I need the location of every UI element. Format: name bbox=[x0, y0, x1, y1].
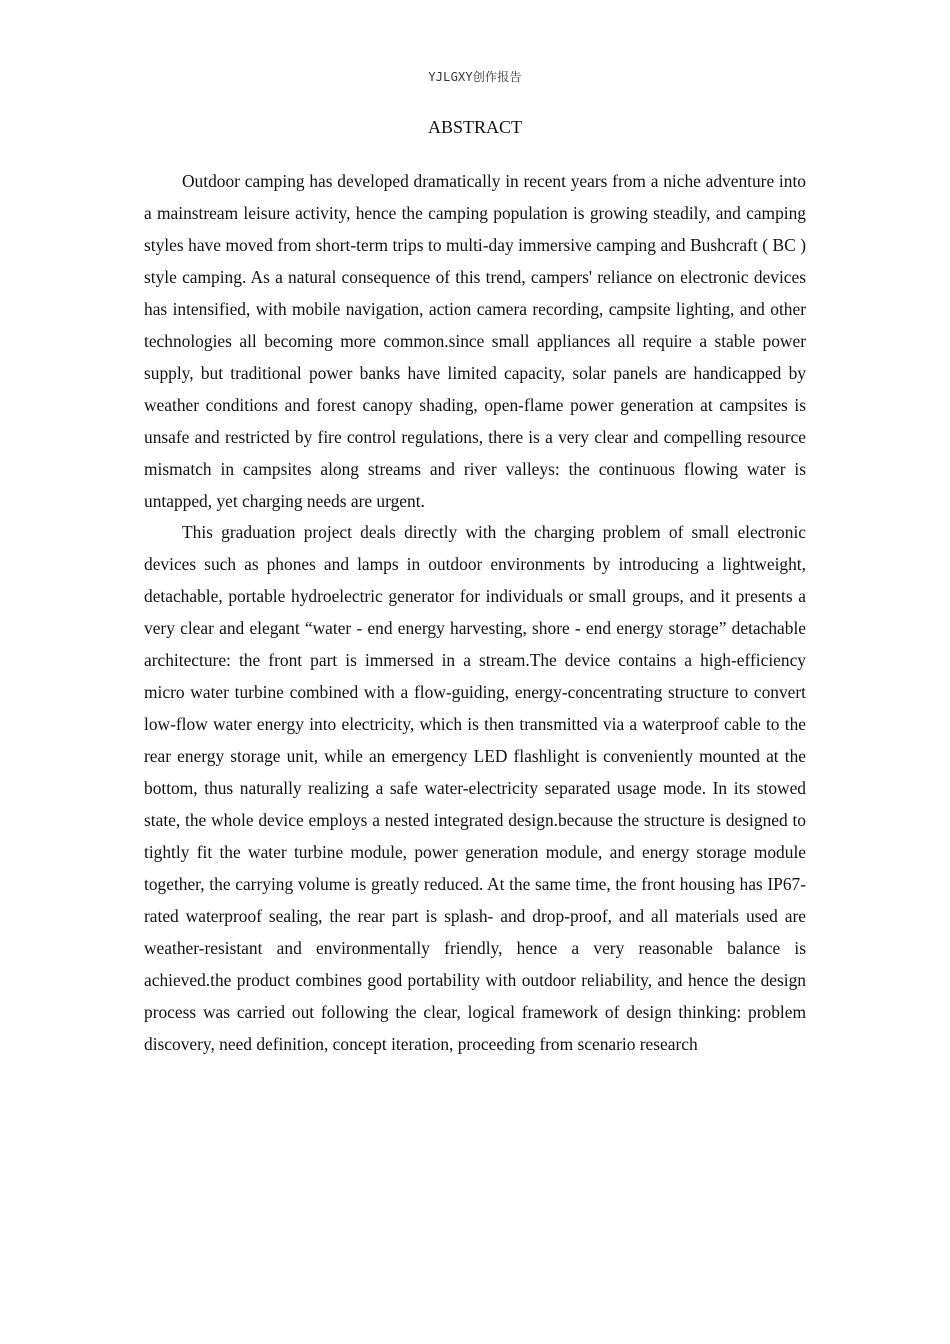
abstract-paragraph: Outdoor camping has developed dramatically in recent years from a niche adventure into a mainstream leisure activity, hence the camping population is growing steadily, and camping styles have moved from short-term trips to multi-day immersive camping and Bushcraft ( BC ) style camping. As a natural consequence of this trend, campers' reliance on electronic devices has intensified, with mobile navigation, action camera recording, campsite lighting, and other technologies all becoming more common.since small appliances all require a stable power supply, but traditional power banks have limited capacity, solar panels are handicapped by weather conditions and forest canopy shading, open-flame power generation at campsites is unsafe and restricted by fire control regulations, there is a very clear and compelling resource mismatch in campsites along streams and river valleys: the continuous flowing water is untapped, yet charging needs are urgent. bbox=[144, 171, 806, 511]
abstract-title: ABSTRACT bbox=[427, 117, 523, 137]
abstract-paragraph: This graduation project deals directly with the charging problem of small electronic devices such as phones and lamps in outdoor environments by introducing a lightweight, detachable, portable hydroelectric generator for individuals or small groups, and it presents a very clear and elegant “water - end energy harvesting, shore - end energy storage” detachable architecture: the front part is immersed in a stream.The device contains a high-efficiency micro water turbine combined with a flow-guiding, energy-concentrating structure to convert low-flow water energy into electricity, which is then transmitted via a waterproof cable to the rear energy storage unit, while an emergency LED flashlight is conveniently mounted at the bottom, thus naturally realizing a safe water-electricity separated usage mode. In its stowed state, the whole device employs a nested integrated design.because the structure is designed to tightly fit the water turbine module, power generation module, and energy storage module together, the carrying volume is greatly reduced. At the same time, the front housing has IP67-rated waterproof sealing, the rear part is splash- and drop-proof, and all materials used are weather-resistant and environmentally friendly, hence a very reasonable balance is achieved.the product combines good portability with outdoor reliability, and hence the design process was carried out following the clear, logical framework of design thinking: problem discovery, need definition, concept iteration, proceeding from scenario research bbox=[144, 522, 806, 1054]
running-header: YJLGXY创作报告 bbox=[428, 70, 522, 84]
abstract-body bbox=[144, 166, 806, 1061]
